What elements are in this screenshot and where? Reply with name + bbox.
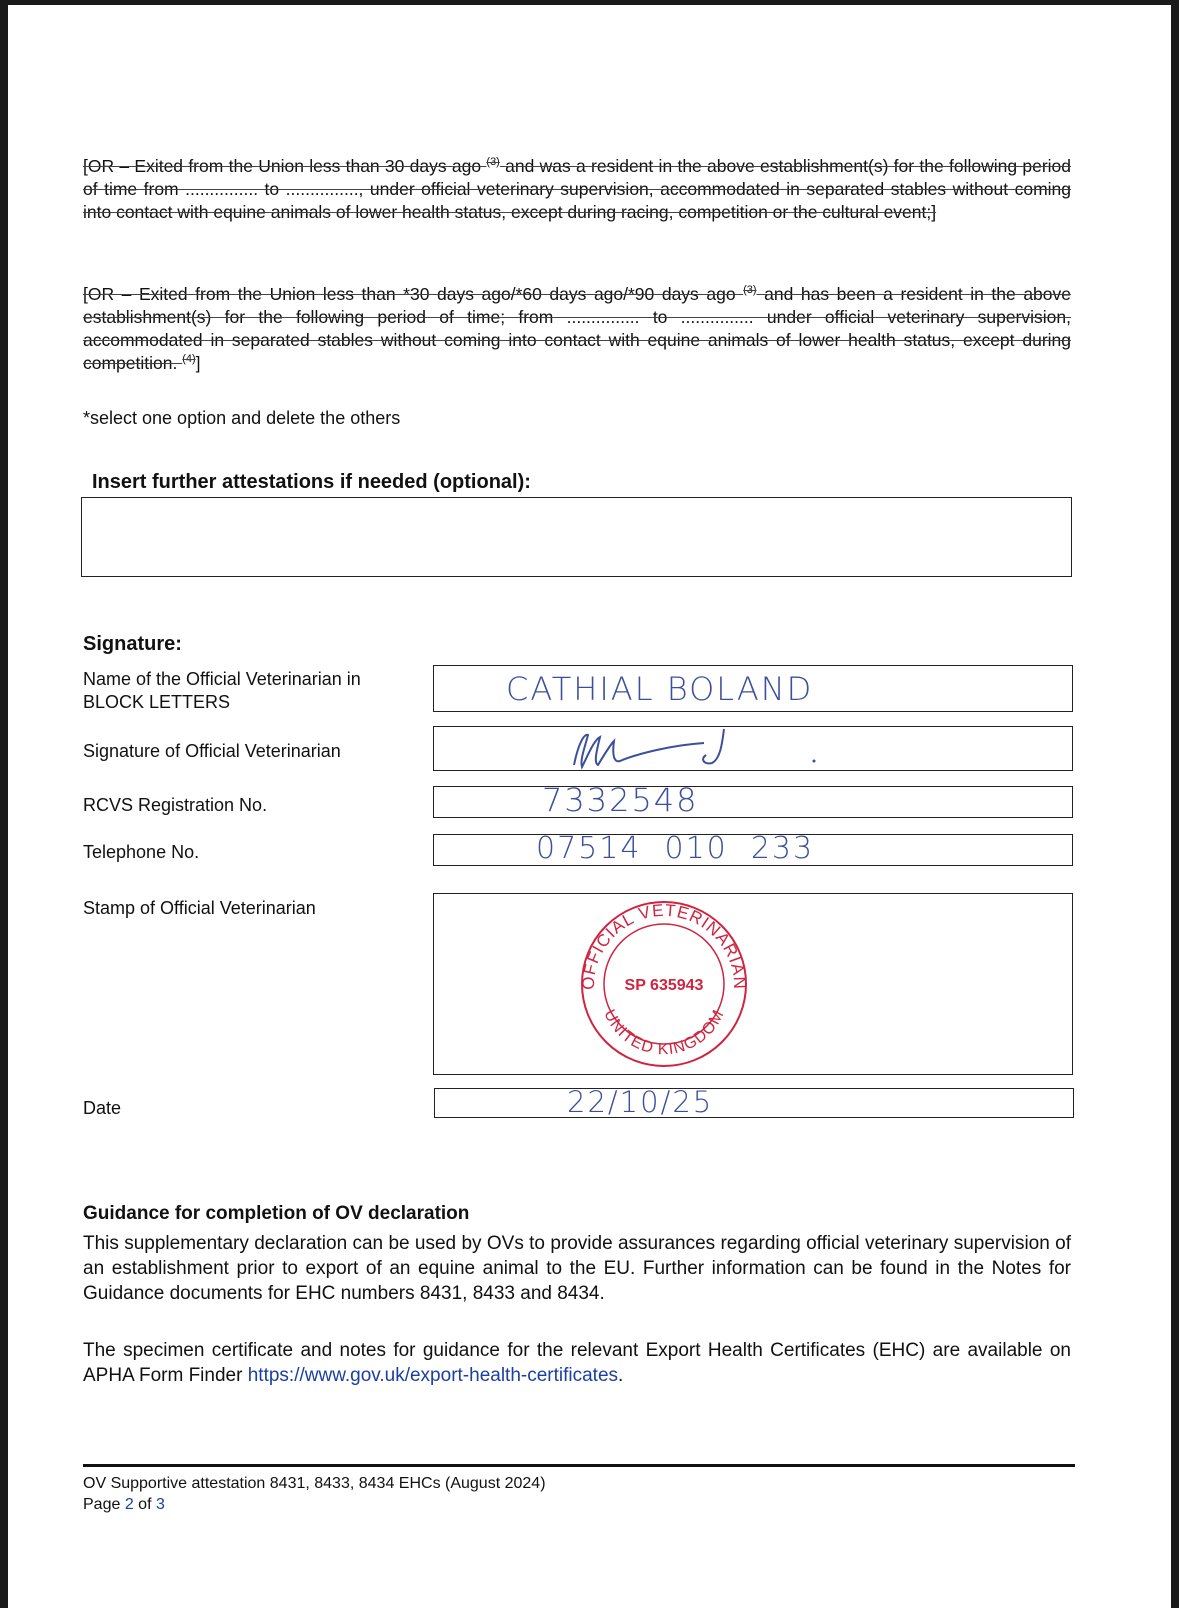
total-pages: 3: [155, 1496, 165, 1513]
signature-label: Signature of Official Veterinarian: [83, 741, 341, 761]
stamp-field: [433, 893, 1073, 1075]
guidance-p2-text: The specimen certificate and notes for guidance for the relevant Export Health Certificates (EHC) are available on APHA Form Finder: [83, 1340, 1071, 1386]
svg-text:UNITED KINGDOM: [600, 1007, 728, 1058]
strikethrough-paragraph-2: [83, 283, 1071, 375]
guidance-p2-end: .: [618, 1365, 624, 1386]
stamp-top-text: OFFICIAL VETERINARIAN: [578, 900, 750, 991]
footnote-ref: (3): [486, 156, 500, 169]
date-label: Date: [83, 1098, 122, 1118]
guidance-heading: Guidance for completion of OV declaration: [83, 1203, 470, 1224]
guidance-paragraph-1: This supplementary declaration can be used by OVs to provide assurances regarding official veterinary supervision of an establishment prior to export of an equine animal to the EU. Further information can be found in the Notes for Guidance documents for EHC numbers 8431, 8433 and 8434.: [83, 1233, 1071, 1304]
current-page: 2: [124, 1496, 134, 1513]
rcvs-label: RCVS Registration No.: [83, 795, 268, 815]
handwritten-signature: [544, 725, 844, 777]
signature-heading: Signature:: [83, 633, 182, 655]
further-attestations-heading: Insert further attestations if needed (optional):: [92, 471, 531, 493]
p2-text-b: and has been a resident in the above establishment(s) for the following period of time; from ............... to ............... under official veterinary supervision, accommodated in separated stables without coming into contact with equine animals of lower health status, except during competition.: [83, 284, 1071, 373]
stamp-center-text: SP 635943: [624, 977, 704, 994]
date-field[interactable]: [434, 1085, 1074, 1119]
guidance-paragraph-2: [83, 1338, 1071, 1388]
further-attestations-field[interactable]: [81, 497, 1072, 577]
page-prefix: Page: [83, 1496, 125, 1513]
signature-field[interactable]: [433, 726, 1073, 771]
date-value: 22/10/25: [567, 1085, 714, 1119]
name-field[interactable]: [433, 665, 1073, 712]
p2-text-c: ]: [195, 353, 201, 373]
footer-divider: [83, 1464, 1075, 1467]
export-health-certificates-link[interactable]: https://www.gov.uk/export-health-certificates: [247, 1365, 619, 1386]
rcvs-field[interactable]: [433, 781, 1073, 819]
telephone-label: Telephone No.: [83, 842, 200, 862]
stamp-label: Stamp of Official Veterinarian: [83, 898, 316, 918]
p1-text-b: and was a resident in the above establishment(s) for the following period of time from ............... to ..............., under official veterinary supervision, accommodated in separated stables without coming into contact with equine animals of lower health status, except during racing, competition or the cultural event;]: [83, 156, 1072, 222]
p1-text-a: [OR – Exited from the Union less than 30 days ago: [83, 156, 487, 176]
footnote-ref: (4): [182, 353, 196, 366]
select-note: *select one option and delete the others: [83, 408, 401, 428]
official-stamp: [574, 896, 754, 1068]
stamp-bottom-text: UNITED KINGDOM: [600, 1007, 728, 1059]
footnote-ref: (3): [743, 284, 757, 297]
telephone-value: 07514 010 233: [536, 831, 815, 866]
page-of: of: [133, 1496, 156, 1513]
document-page: [8, 5, 1171, 1608]
name-value: CATHIAL BOLAND: [506, 670, 814, 708]
page-number: [83, 1495, 165, 1515]
telephone-field[interactable]: [433, 831, 1073, 866]
strikethrough-paragraph-1: [83, 155, 1071, 224]
p2-text-a: [OR – Exited from the Union less than *30 days ago/*60 days ago/*90 days ago: [83, 284, 744, 304]
name-label: Name of the Official Veterinarian in BLOCK LETTERS: [83, 669, 361, 712]
footer-title: OV Supportive attestation 8431, 8433, 8434 EHCs (August 2024): [83, 1475, 546, 1492]
rcvs-value: 7332548: [542, 781, 699, 819]
